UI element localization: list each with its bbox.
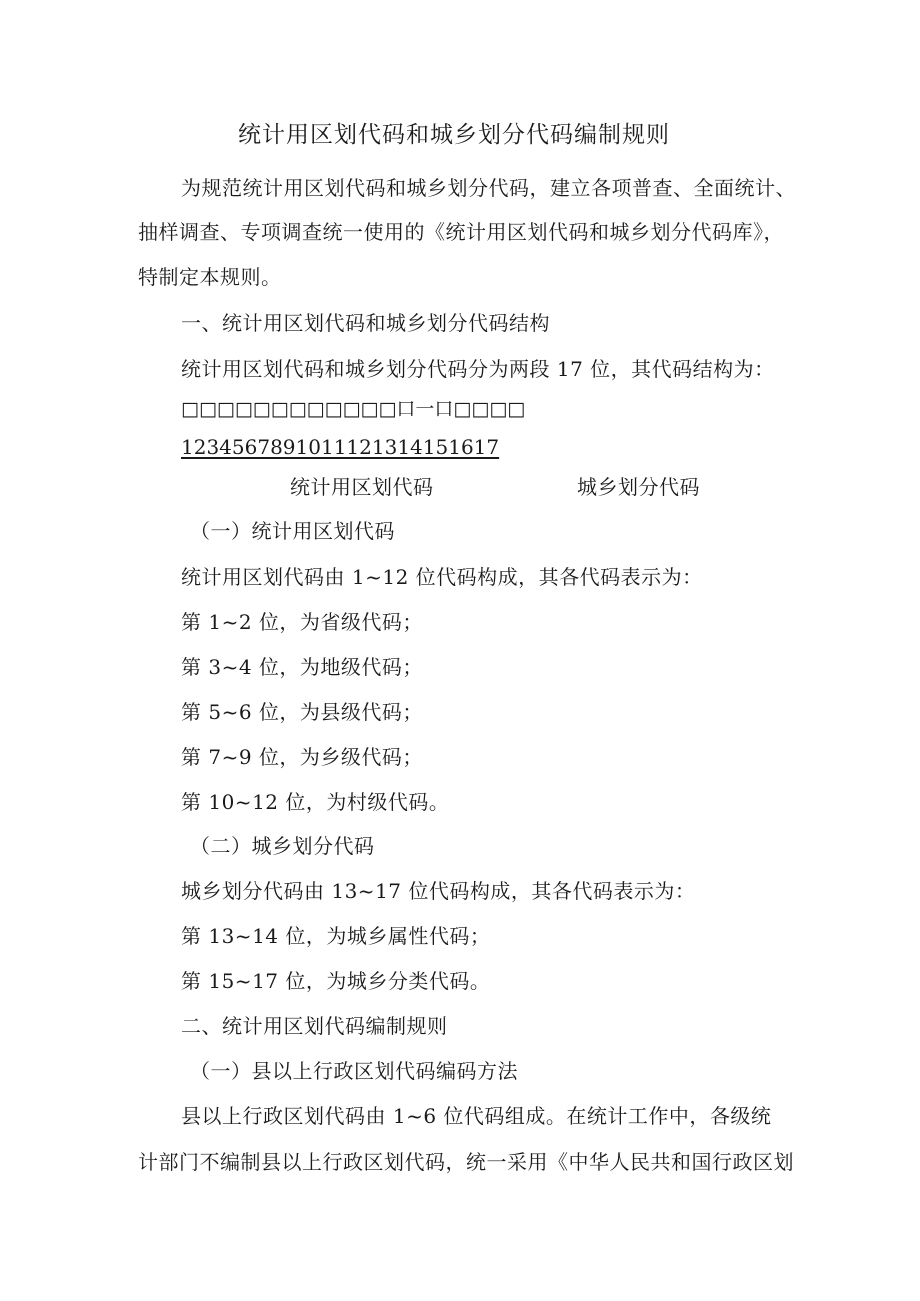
sub1-item-2: 第 3~4 位，为地级代码； bbox=[181, 655, 423, 679]
intro-line-2: 抽样调查、专项调查统一使用的《统计用区划代码和城乡划分代码库》， bbox=[138, 220, 784, 244]
section-2-text-line-2: 计部门不编制县以上行政区划代码，统一采用《中华人民共和国行政区划 bbox=[138, 1150, 794, 1174]
section-2-subsection-1-heading: （一）县以上行政区划代码编码方法 bbox=[190, 1059, 518, 1083]
sub2-item-2: 第 15~17 位，为城乡分类代码。 bbox=[181, 969, 491, 993]
subsection-2-heading: （二）城乡划分代码 bbox=[190, 834, 375, 858]
subsection-1-text: 统计用区划代码由 1~12 位代码构成，其各代码表示为： bbox=[181, 565, 703, 589]
sub1-item-3: 第 5~6 位，为县级代码； bbox=[181, 700, 423, 724]
sub2-item-1: 第 13~14 位，为城乡属性代码； bbox=[181, 924, 491, 948]
sub1-item-5: 第 10~12 位，为村级代码。 bbox=[181, 790, 450, 814]
admin-code-label: 统计用区划代码 bbox=[290, 475, 434, 499]
sub1-item-1: 第 1~2 位，为省级代码； bbox=[181, 610, 423, 634]
section-2-text-line-1: 县以上行政区划代码由 1~6 位代码组成。在统计工作中，各级统 bbox=[181, 1104, 772, 1128]
intro-line-3: 特制定本规则。 bbox=[138, 265, 282, 289]
urban-rural-code-label: 城乡划分代码 bbox=[577, 475, 700, 499]
code-structure-text: 统计用区划代码和城乡划分代码分为两段 17 位，其代码结构为： bbox=[181, 357, 775, 381]
code-position-digits: 1234567891011121314151617 bbox=[181, 435, 500, 459]
document-title: 统计用区划代码和城乡划分代码编制规则 bbox=[238, 122, 670, 148]
subsection-1-heading: （一）统计用区划代码 bbox=[190, 519, 395, 543]
intro-line-1: 为规范统计用区划代码和城乡划分代码，建立各项普查、全面统计、 bbox=[181, 176, 796, 200]
sub1-item-4: 第 7~9 位，为乡级代码； bbox=[181, 745, 423, 769]
section-2-heading: 二、统计用区划代码编制规则 bbox=[181, 1014, 448, 1038]
code-box-diagram: □□□□□□□□□□□□口一口□□□□ bbox=[181, 398, 526, 420]
section-1-heading: 一、统计用区划代码和城乡划分代码结构 bbox=[181, 311, 550, 335]
subsection-2-text: 城乡划分代码由 13~17 位代码构成，其各代码表示为： bbox=[181, 879, 696, 903]
